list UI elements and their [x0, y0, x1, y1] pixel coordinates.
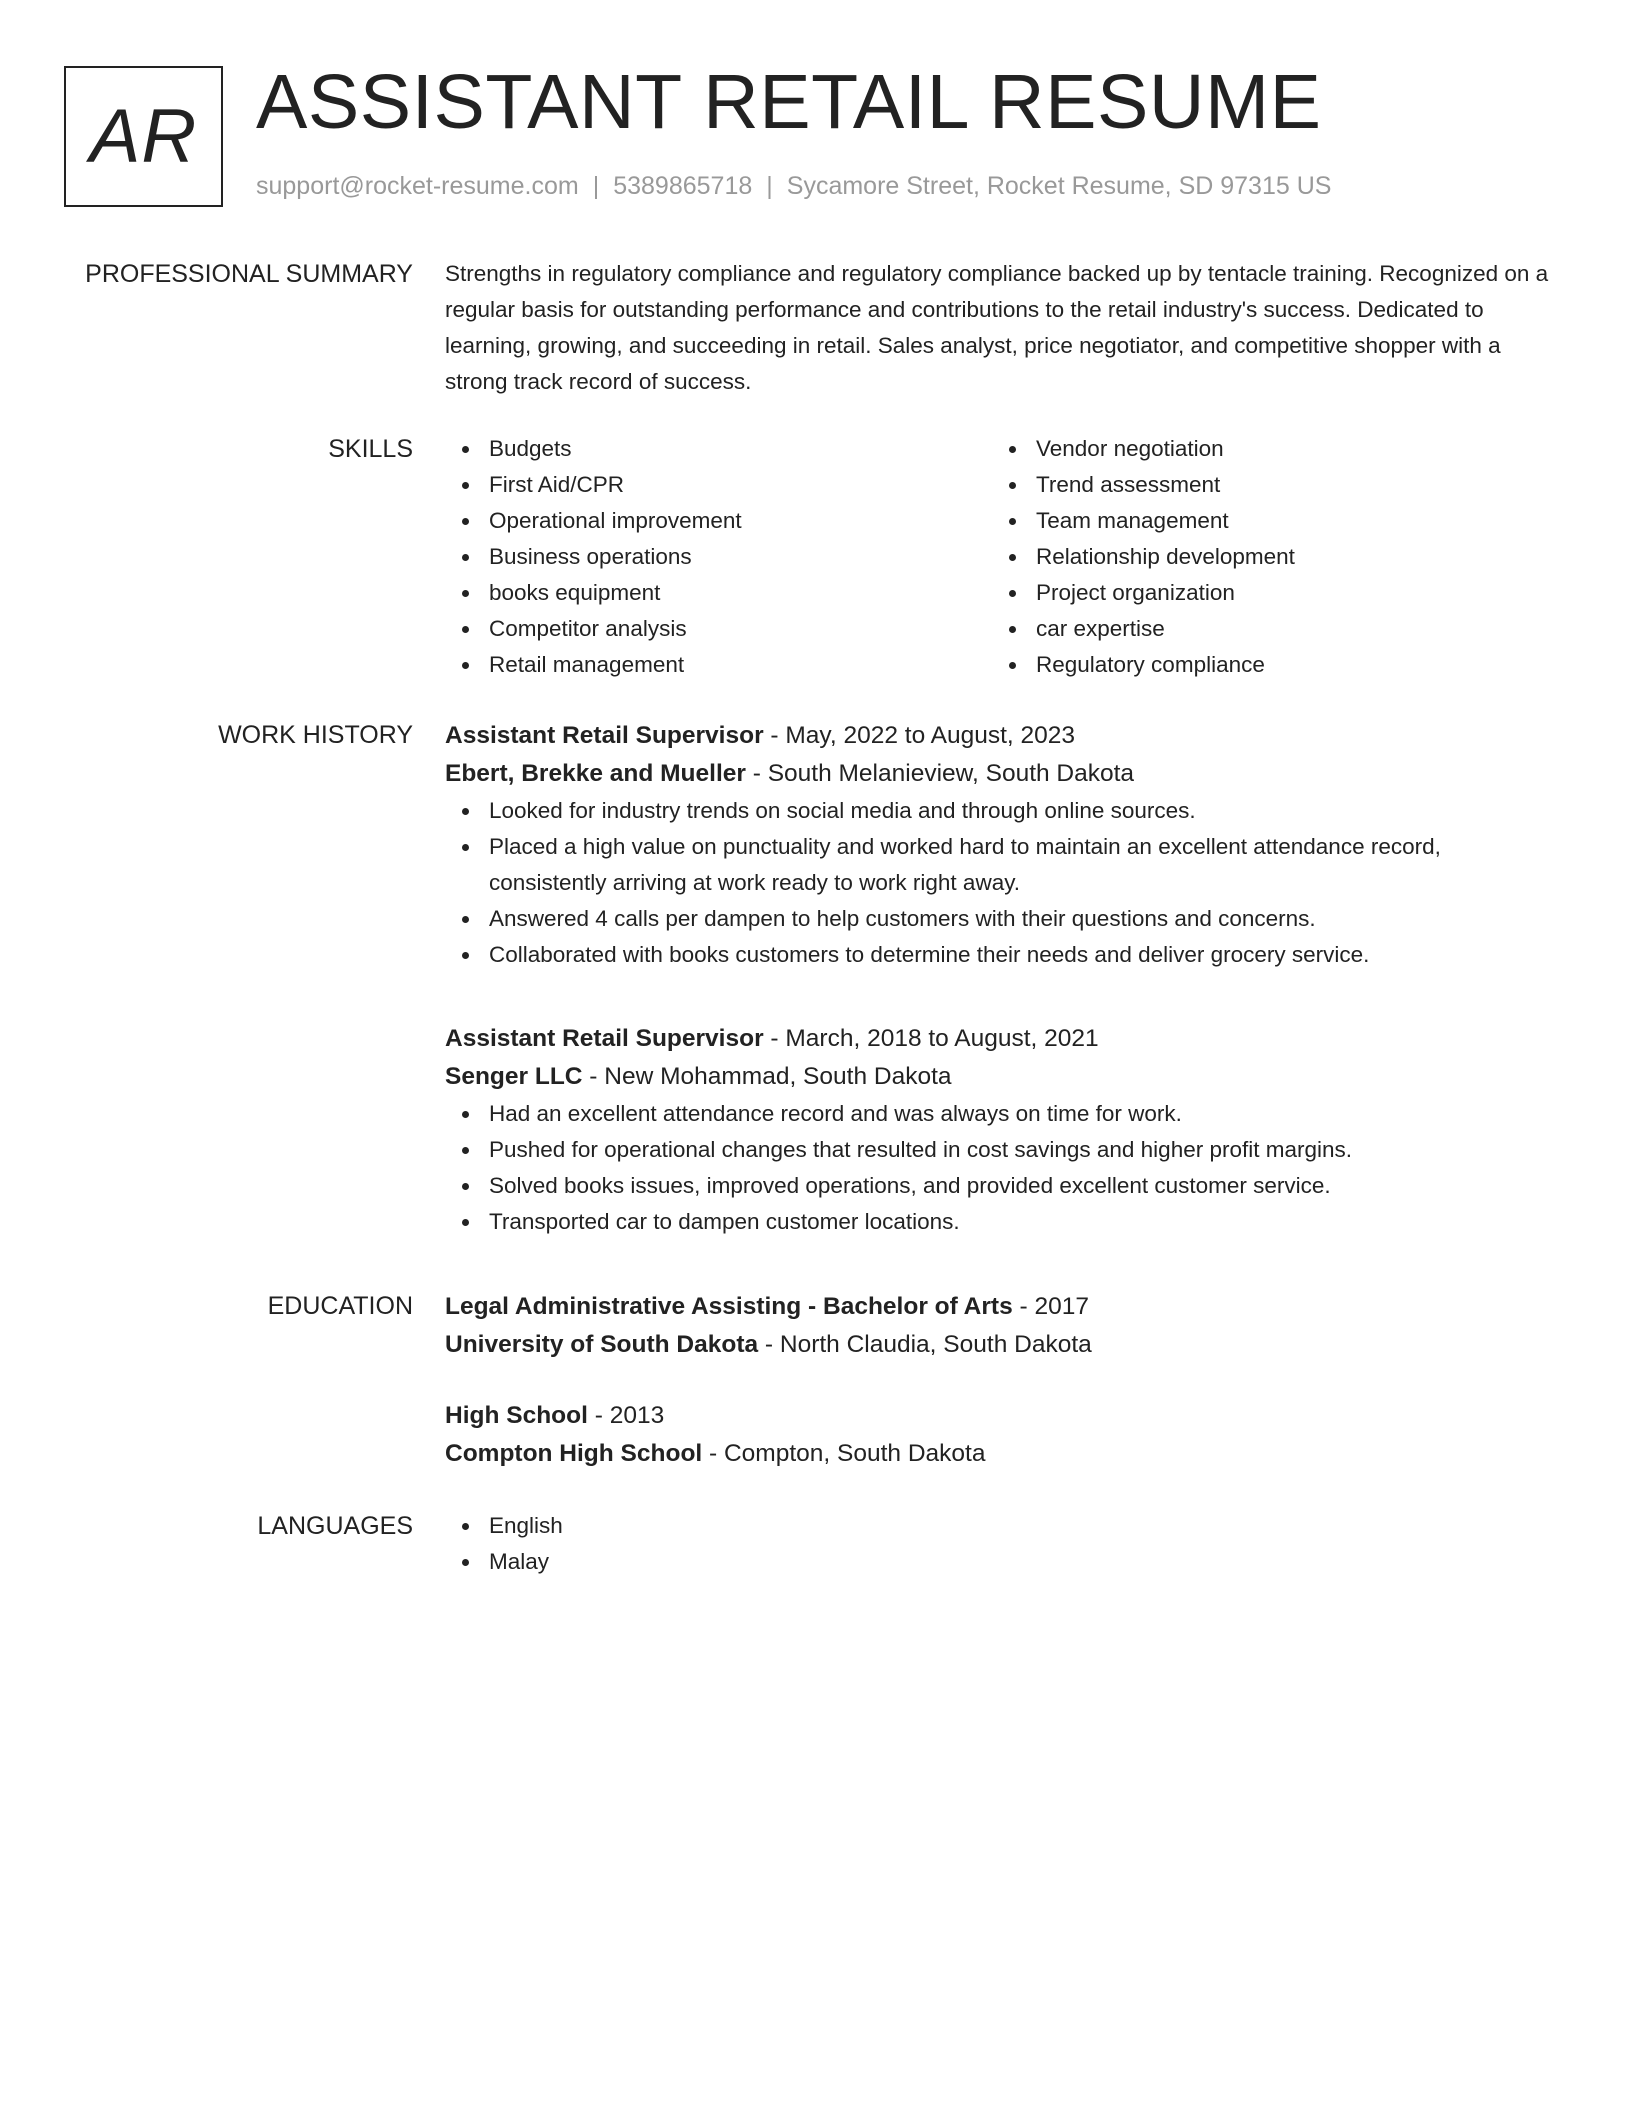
job-location: - New Mohammad, South Dakota [582, 1063, 952, 1090]
contact-email: support@rocket-resume.com [256, 172, 579, 200]
education-heading: EDUCATION [267, 1292, 413, 1320]
skill-item: Project organization [992, 575, 1539, 611]
job-bullet: Had an excellent attendance record and was always on time for work. [445, 1096, 1560, 1132]
language-item: English [445, 1508, 1560, 1544]
degree: Legal Administrative Assisting - Bachelor of Arts [445, 1293, 1013, 1320]
work-history-heading: WORK HISTORY [218, 721, 413, 749]
resume-title: ASSISTANT RETAIL RESUME [256, 59, 1322, 145]
job-location: - South Melanieview, South Dakota [745, 760, 1135, 787]
skills-list-right [992, 431, 1539, 683]
language-item: Malay [445, 1544, 1560, 1580]
skill-item: Trend assessment [992, 467, 1539, 503]
contact-line [256, 172, 1331, 201]
degree: High School [445, 1402, 588, 1429]
skill-item: Vendor negotiation [992, 431, 1539, 467]
skill-item: Retail management [445, 647, 992, 683]
languages-heading: LANGUAGES [257, 1512, 413, 1540]
degree-line [445, 1397, 1560, 1435]
job-title-line [445, 1020, 1560, 1058]
contact-address: Sycamore Street, Rocket Resume, SD 97315 US [786, 172, 1332, 200]
job-entry [445, 717, 1560, 973]
graduation-year: - 2017 [1012, 1293, 1089, 1320]
education-entry [445, 1397, 1560, 1473]
skills-heading: SKILLS [328, 435, 413, 463]
job-title: Assistant Retail Supervisor [445, 722, 764, 749]
school-line [445, 1326, 1560, 1364]
school-line [445, 1435, 1560, 1473]
job-bullet: Pushed for operational changes that resulted in cost savings and higher profit margins. [445, 1132, 1560, 1168]
skill-item: Business operations [445, 539, 992, 575]
monogram-initials: AR [89, 94, 198, 179]
job-dates: - March, 2018 to August, 2021 [763, 1025, 1099, 1052]
school: University of South Dakota [445, 1331, 759, 1358]
job-company: Ebert, Brekke and Mueller [445, 760, 746, 787]
job-entry [445, 1020, 1560, 1240]
job-company: Senger LLC [445, 1063, 583, 1090]
skill-item: books equipment [445, 575, 992, 611]
school-location: - North Claudia, South Dakota [758, 1331, 1092, 1358]
job-bullet: Transported car to dampen customer locations. [445, 1204, 1560, 1240]
skill-item: First Aid/CPR [445, 467, 992, 503]
job-company-line [445, 755, 1560, 793]
school: Compton High School [445, 1440, 703, 1467]
job-bullets [445, 1096, 1560, 1240]
degree-line [445, 1288, 1560, 1326]
job-company-line [445, 1058, 1560, 1096]
skill-item: Relationship development [992, 539, 1539, 575]
job-dates: - May, 2022 to August, 2023 [763, 722, 1076, 749]
languages-list [445, 1508, 1560, 1580]
contact-phone: 5389865718 [613, 172, 753, 200]
school-location: - Compton, South Dakota [702, 1440, 986, 1467]
education-entry [445, 1288, 1560, 1364]
skill-item: car expertise [992, 611, 1539, 647]
job-title-line [445, 717, 1560, 755]
job-bullet: Placed a high value on punctuality and worked hard to maintain an excellent attendance record, consistently arriving at work ready to work right away. [445, 829, 1560, 901]
job-bullet: Collaborated with books customers to determine their needs and deliver grocery service. [445, 937, 1560, 973]
skill-item: Budgets [445, 431, 992, 467]
job-bullet: Looked for industry trends on social media and through online sources. [445, 793, 1560, 829]
job-title: Assistant Retail Supervisor [445, 1025, 764, 1052]
contact-separator: | [766, 172, 773, 200]
monogram-box [64, 66, 223, 207]
job-bullet: Answered 4 calls per dampen to help customers with their questions and concerns. [445, 901, 1560, 937]
skill-item: Operational improvement [445, 503, 992, 539]
summary-heading: PROFESSIONAL SUMMARY [85, 260, 413, 288]
skill-item: Team management [992, 503, 1539, 539]
contact-separator: | [592, 172, 600, 200]
job-bullet: Solved books issues, improved operations, and provided excellent customer service. [445, 1168, 1560, 1204]
graduation-year: - 2013 [587, 1402, 665, 1429]
skills-list-left [445, 431, 992, 683]
skill-item: Competitor analysis [445, 611, 992, 647]
skill-item: Regulatory compliance [992, 647, 1539, 683]
job-bullets [445, 793, 1560, 973]
summary-text: Strengths in regulatory compliance and regulatory compliance backed up by tentacle training. Recognized on a regular basis for outstanding performance and contributions to the retail industry's success. Dedicated to learning, growing, and succeeding in retail. Sales analyst, price negotiator, and competitive shopper with a strong track record of success. [445, 261, 1549, 394]
